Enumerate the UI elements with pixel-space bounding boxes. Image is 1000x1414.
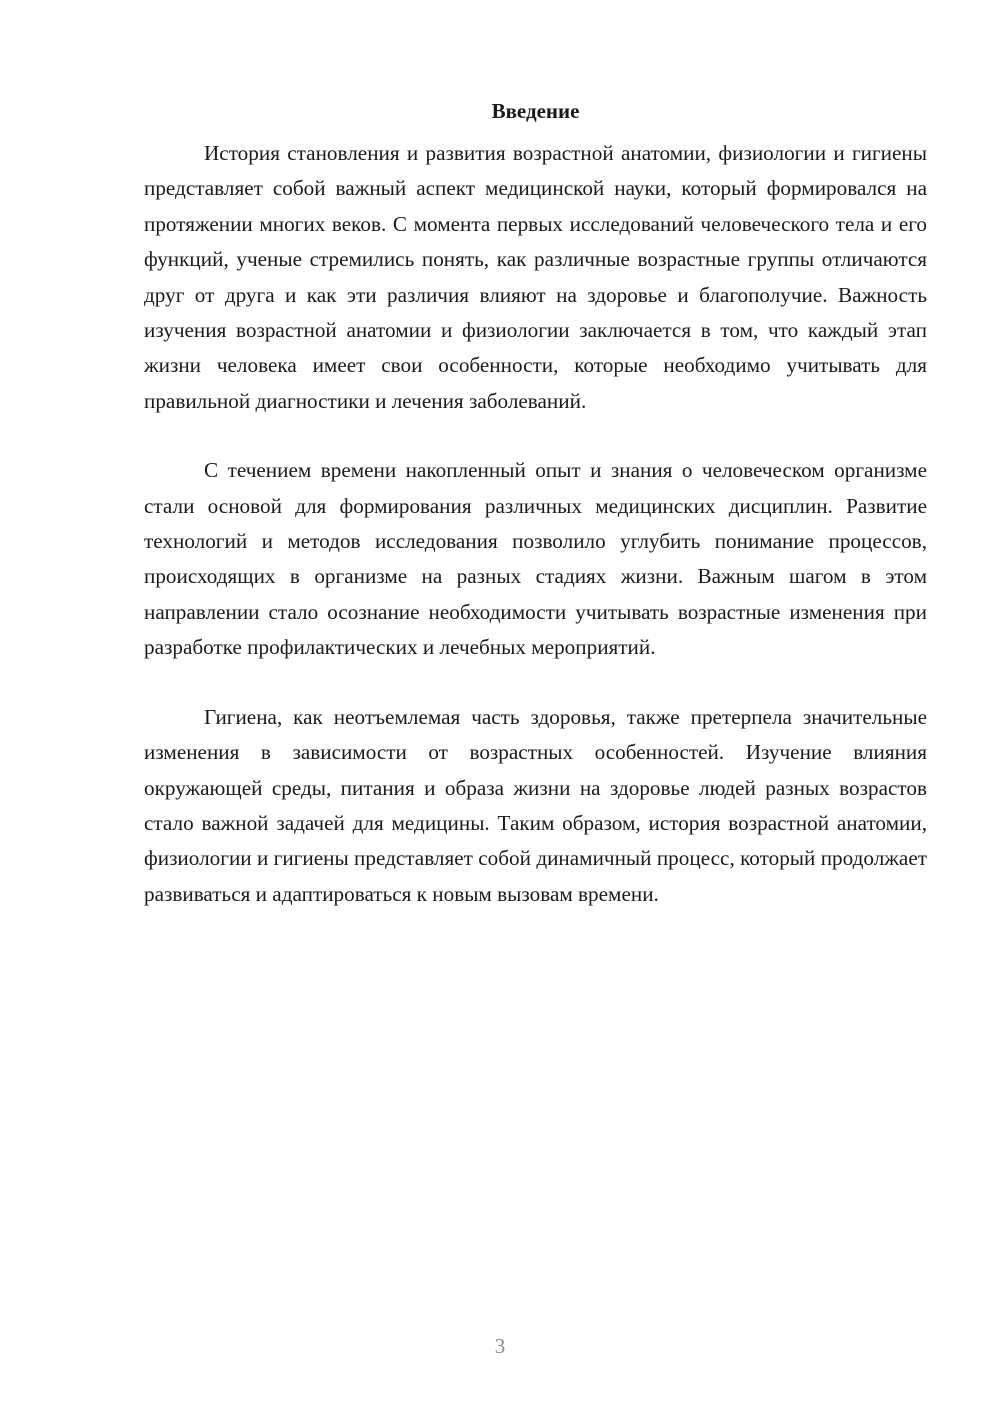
paragraph-3: Гигиена, как неотъемлемая часть здоровья, также претерпела значительные изменения в зависимости от возрастных особенностей. Изучение влияния окружающей среды, питания и образа жизни на здоровье людей разных возрастов стало важной задачей для медицины. Таким образом, история возрастной анатомии, физиологии и гигиены представляет собой динамичный процесс, который продолжает развиваться и адаптироваться к новым вызовам времени. xyxy=(144,704,927,906)
page-body xyxy=(144,95,927,946)
page-number: 3 xyxy=(494,1334,506,1358)
paragraph-2: С течением времени накопленный опыт и знания о человеческом организме стали основой для формирования различных медицинских дисциплин. Развитие технологий и методов исследования позволило углубить понимание процессов, происходящих в организме на разных стадиях жизни. Важным шагом в этом направлении стало осознание необходимости учитывать возрастные изменения при разработке профилактических и лечебных мероприятий. xyxy=(144,458,927,660)
page-title: Введение xyxy=(491,99,580,123)
paragraph-1: История становления и развития возрастной анатомии, физиологии и гигиены представляет собой важный аспект медицинской науки, который формировался на протяжении многих веков. С момента первых исследований человеческого тела и его функций, ученые стремились понять, как различные возрастные группы отличаются друг от друга и как эти различия влияют на здоровье и благополучие. Важность изучения возрастной анатомии и физиологии заключается в том, что каждый этап жизни человека имеет свои особенности, которые необходимо учитывать для правильной диагностики и лечения заболеваний. xyxy=(144,141,927,413)
